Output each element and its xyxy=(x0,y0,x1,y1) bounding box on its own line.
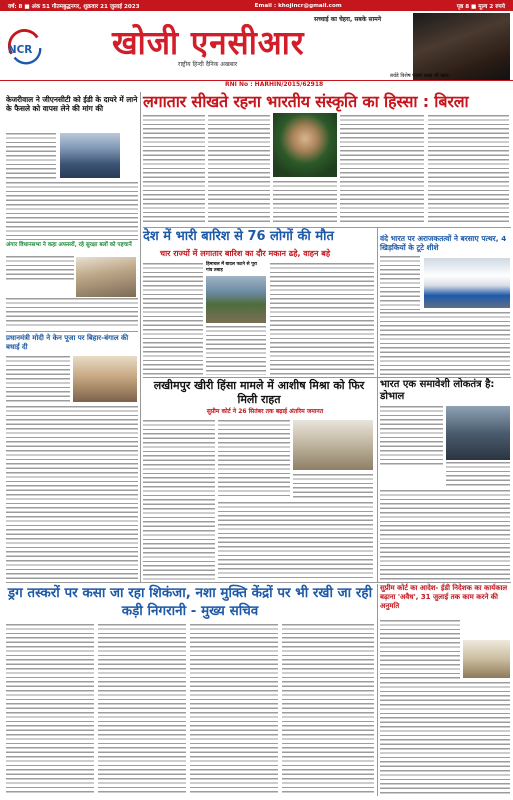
masthead-photo-caption: बर्थडे विशेष एक्टर लक्ष्य श्री खान xyxy=(390,73,449,79)
masthead-photo xyxy=(413,13,510,80)
left-story-text-d xyxy=(6,298,138,328)
left-story-headline: केजरीवाल ने जीएनसीटी को ईडी के दायरे में लाने के फैसले को वापस लेने की मांग की xyxy=(6,95,138,113)
doval-headline: भारत एक समावेशी लोकतंत्र है: डोभाल xyxy=(380,379,495,402)
birla-text-col5 xyxy=(428,115,509,225)
vande-text-col1 xyxy=(380,256,420,312)
bottom-text-col4 xyxy=(282,624,374,794)
supreme-court-building-photo xyxy=(463,640,510,678)
supreme-court-photo xyxy=(293,420,373,470)
rule-under-flood xyxy=(143,377,511,378)
modi-box-headline: प्रधानमंत्री मोदी ने केन पूजा पर बिहार-बंगाल की बधाई दी xyxy=(6,334,129,351)
bottom-text-col1 xyxy=(6,624,94,794)
rni-bar xyxy=(0,80,513,89)
column-rule-right xyxy=(377,228,378,582)
birla-photo xyxy=(273,113,337,177)
flood-photo-caption: हिमाचल में बादल फटने से पूरा गांव तबाह xyxy=(206,262,257,273)
doval-text-col1 xyxy=(380,406,443,466)
ed-headline: सुप्रीम कोर्ट का आदेश- ईडी निदेशक का कार्यकाल बढ़ाना 'अवैध', 31 जुलाई तक काम करने की अनुमति xyxy=(380,584,508,610)
leader-photo xyxy=(76,257,136,297)
masthead-tagline: सच्चाई का चेहरा, सबके सामने xyxy=(314,16,382,23)
masthead xyxy=(0,11,513,81)
rule-above-bottom xyxy=(6,582,511,583)
modi-photo xyxy=(73,356,137,402)
ncr-logo-icon xyxy=(6,29,44,67)
left-story-text-c xyxy=(6,256,74,282)
flood-text-col3 xyxy=(270,263,374,375)
lakhimpur-subhead: सुप्रीम कोर्ट ने 26 सितंबर तक बढ़ाई अंतरिम जमानत xyxy=(206,408,324,415)
lakhimpur-text-col4 xyxy=(218,502,373,580)
ed-text-col2 xyxy=(380,682,510,794)
lakhimpur-headline: लखीमपुर खीरी हिंसा मामले में आशीष मिश्रा को फिर मिली राहत xyxy=(153,379,365,406)
rni-number: RNI No : HARHIN/2015/62918 xyxy=(225,81,324,88)
birla-text-col1 xyxy=(143,115,205,225)
issue-info: वर्ष: 8 ■ अंक 51 गौतमबुद्धनगर, शुक्रवार 21 जुलाई 2023 xyxy=(8,3,140,10)
rule-left-mid xyxy=(6,331,138,332)
flood-text-col1 xyxy=(143,263,203,375)
column-rule-left xyxy=(140,92,141,582)
rule-under-birla xyxy=(143,227,511,228)
main-headline: लगातार सीखते रहना भारतीय संस्कृति का हिस्सा : बिरला xyxy=(143,92,469,111)
doval-text-col3 xyxy=(380,490,510,580)
birla-text-col3 xyxy=(273,181,337,225)
ed-text-col1 xyxy=(380,620,460,680)
flood-text-col2 xyxy=(206,326,266,375)
masthead-title: खोजी एनसीआर xyxy=(112,23,305,62)
left-story-subhead: अंगार विधानसभा ने कहा अफसरों, रहे सुरक्षा बलों को पहचानें xyxy=(6,242,132,248)
masthead-subtitle: राष्ट्रीय हिन्दी दैनिक अखबार xyxy=(178,61,238,68)
vande-bharat-headline: वंदे भारत पर अराजकतत्वों ने बरसाए पत्थर, 4 खिड़कियों के टूटे शीशे xyxy=(380,234,507,252)
kejriwal-photo xyxy=(60,133,120,178)
bottom-text-col2 xyxy=(98,624,186,794)
birla-text-col4 xyxy=(340,115,424,225)
birla-text-col2 xyxy=(208,115,270,225)
email-info: Email : khojincr@gmail.com xyxy=(254,2,342,9)
price-info: पृष्ठ 8 ■ मूल्य 2 रुपये xyxy=(456,3,505,10)
modi-text-col1 xyxy=(6,356,70,404)
bottom-text-col3 xyxy=(190,624,278,794)
vande-bharat-photo xyxy=(424,258,510,308)
bottom-headline: ड्रग तस्करों पर कसा जा रहा शिकंजा, नशा मुक्ति केंद्रों पर भी रखी जा रही कड़ी निगरानी - मुख्य सचिव xyxy=(7,585,373,619)
top-strip xyxy=(0,0,513,11)
doval-photo xyxy=(446,406,510,460)
flood-subhead: चार राज्यों में लगातार बारिश का दौर मकान ढहे, वाहन बहे xyxy=(160,249,331,258)
left-story-text-a xyxy=(6,133,56,179)
column-rule-bottom xyxy=(377,584,378,796)
left-story-text-b xyxy=(6,182,138,240)
lakhimpur-text-col2 xyxy=(218,420,290,498)
flood-photo xyxy=(206,276,266,323)
flood-headline: देश में भारी बारिश से 76 लोगों की मौत xyxy=(143,229,334,244)
lakhimpur-text-col3 xyxy=(293,474,373,498)
vande-text-col2 xyxy=(380,312,510,375)
doval-text-col2 xyxy=(446,462,510,488)
ncr-logo-text: NCR xyxy=(7,43,33,56)
modi-text-col2 xyxy=(6,406,138,580)
lakhimpur-text-col1 xyxy=(143,420,215,580)
